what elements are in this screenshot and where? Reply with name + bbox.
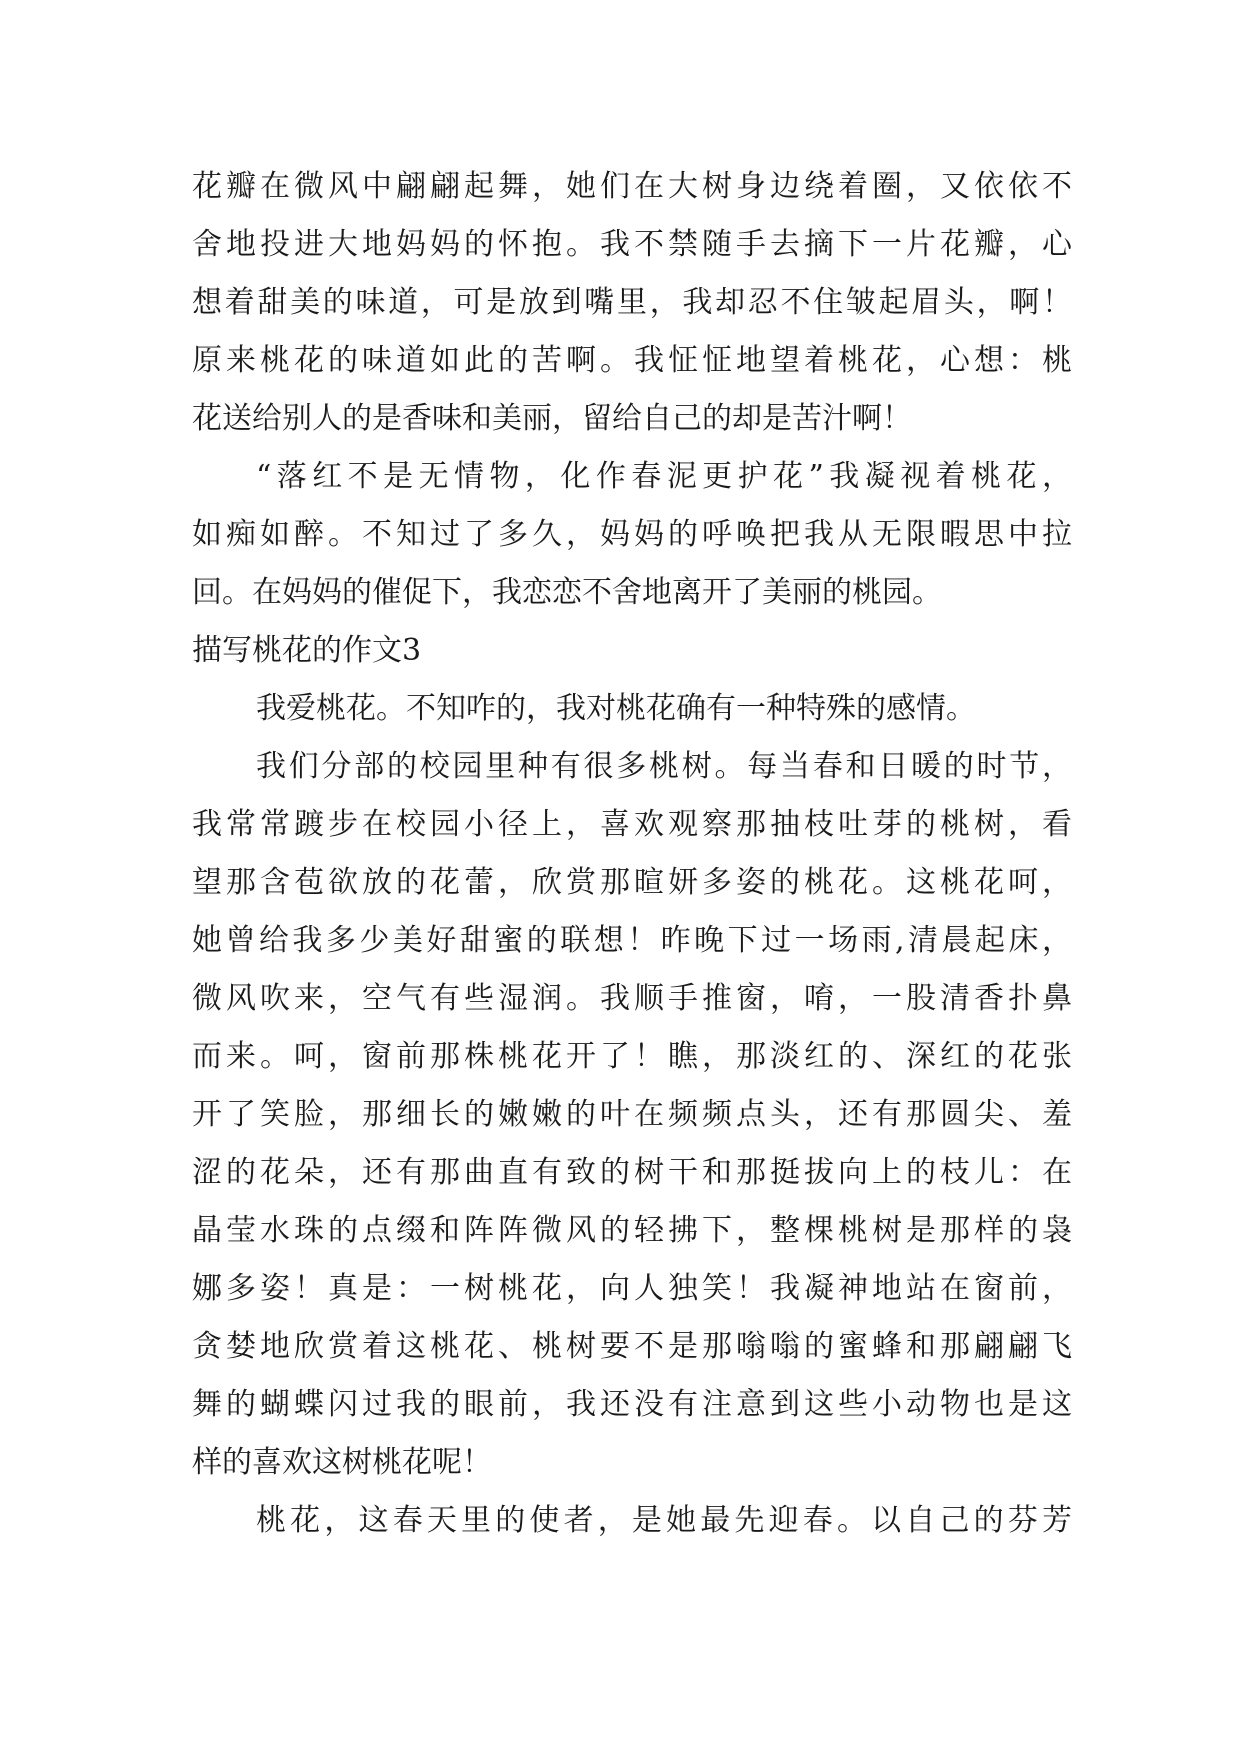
text-line: 贪婪地欣赏着这桃花、桃树要不是那嗡嗡的蜜蜂和那翩翩飞 <box>192 1329 1072 1364</box>
section-heading <box>192 622 1072 680</box>
document-body <box>192 158 1072 1550</box>
text-line: 望那含苞欲放的花蕾，欣赏那暄妍多姿的桃花。这桃花呵， <box>192 865 1072 900</box>
text-line: 涩的花朵，还有那曲直有致的树干和那挺拔向上的枝儿：在 <box>192 1155 1072 1190</box>
paragraph <box>192 448 1072 622</box>
text-line: 花瓣在微风中翩翩起舞，她们在大树身边绕着圈，又依依不 <box>192 169 1072 204</box>
text-line: 她曾给我多少美好甜蜜的联想！昨晚下过一场雨,清晨起床， <box>192 923 1072 958</box>
text-line: “落红不是无情物，化作春泥更护花”我凝视着桃花， <box>256 459 1072 494</box>
heading-text: 描写桃花的作文3 <box>192 633 422 668</box>
paragraph <box>192 1492 1072 1550</box>
text-line: 而来。呵，窗前那株桃花开了！瞧，那淡红的、深红的花张 <box>192 1039 1072 1074</box>
text-line: 如痴如醉。不知过了多久，妈妈的呼唤把我从无限暇思中拉 <box>192 517 1072 552</box>
text-line: 样的喜欢这树桃花呢！ <box>192 1445 492 1480</box>
text-line: 微风吹来，空气有些湿润。我顺手推窗，唷，一股清香扑鼻 <box>192 981 1072 1016</box>
paragraph <box>192 738 1072 1492</box>
paragraph <box>192 158 1072 448</box>
text-line: 舍地投进大地妈妈的怀抱。我不禁随手去摘下一片花瓣，心 <box>192 227 1072 262</box>
text-line: 想着甜美的味道，可是放到嘴里，我却忍不住皱起眉头，啊！ <box>192 285 1072 320</box>
text-line: 开了笑脸，那细长的嫩嫩的叶在频频点头，还有那圆尖、羞 <box>192 1097 1072 1132</box>
text-line: 花送给别人的是香味和美丽，留给自己的却是苦汁啊！ <box>192 401 912 436</box>
text-line: 原来桃花的味道如此的苦啊。我怔怔地望着桃花，心想：桃 <box>192 343 1072 378</box>
text-line: 我爱桃花。不知咋的，我对桃花确有一种特殊的感情。 <box>256 691 976 726</box>
text-line: 娜多姿！真是：一树桃花，向人独笑！我凝神地站在窗前， <box>192 1271 1072 1306</box>
text-line: 我们分部的校园里种有很多桃树。每当春和日暖的时节， <box>256 749 1072 784</box>
text-line: 回。在妈妈的催促下，我恋恋不舍地离开了美丽的桃园。 <box>192 575 942 610</box>
paragraph <box>192 680 1072 738</box>
text-line: 舞的蝴蝶闪过我的眼前，我还没有注意到这些小动物也是这 <box>192 1387 1072 1422</box>
text-line: 晶莹水珠的点缀和阵阵微风的轻拂下，整棵桃树是那样的袅 <box>192 1213 1072 1248</box>
text-line: 我常常踱步在校园小径上，喜欢观察那抽枝吐芽的桃树，看 <box>192 807 1072 842</box>
text-line: 桃花，这春天里的使者，是她最先迎春。以自己的芬芳 <box>256 1503 1072 1538</box>
